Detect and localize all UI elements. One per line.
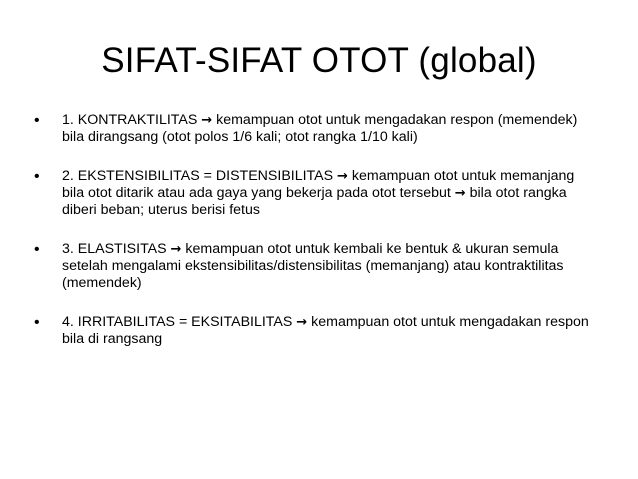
bullet-list xyxy=(34,112,600,370)
bullet-icon: • xyxy=(34,168,40,185)
bullet-description-continued: bila otot rangka diberi beban; uterus berisi fetus xyxy=(62,185,567,218)
bullet-item-ekstensibilitas xyxy=(34,168,600,219)
arrow-right-icon: → xyxy=(296,315,308,330)
bullet-icon: • xyxy=(34,241,40,258)
slide-title: SIFAT-SIFAT OTOT (global) xyxy=(101,41,537,80)
bullet-description: kemampuan otot untuk mengadakan respon bila di rangsang xyxy=(62,314,589,347)
bullet-term: 2. EKSTENSIBILITAS = DISTENSIBILITAS xyxy=(62,168,338,184)
bullet-description: kemampuan otot untuk mengadakan respon (memendek) bila dirangsang (otot polos 1/6 kali; otot rangka 1/10 kali) xyxy=(62,112,578,145)
arrow-right-icon: → xyxy=(454,186,466,201)
arrow-right-icon: → xyxy=(170,242,182,257)
bullet-term: 3. ELASTISITAS xyxy=(62,241,171,257)
bullet-term: 4. IRRITABILITAS = EKSITABILITAS xyxy=(62,314,297,330)
bullet-item-elastisitas xyxy=(34,241,600,292)
arrow-right-icon: → xyxy=(201,113,213,128)
arrow-right-icon: → xyxy=(337,169,348,184)
bullet-item-irritabilitas xyxy=(34,314,600,348)
bullet-icon: • xyxy=(34,112,40,129)
bullet-description: kemampuan otot untuk kembali ke bentuk & ukuran semula setelah mengalami ekstensibilitas/distensibilitas (memanjang) atau kontraktilitas (memendek) xyxy=(62,241,564,291)
bullet-description: kemampuan otot untuk memanjang bila otot ditarik atau ada gaya yang bekerja pada otot tersebut xyxy=(62,168,575,201)
bullet-icon: • xyxy=(34,314,40,331)
bullet-item-kontraktilitas xyxy=(34,112,600,146)
bullet-term: 1. KONTRAKTILITAS xyxy=(62,112,202,128)
